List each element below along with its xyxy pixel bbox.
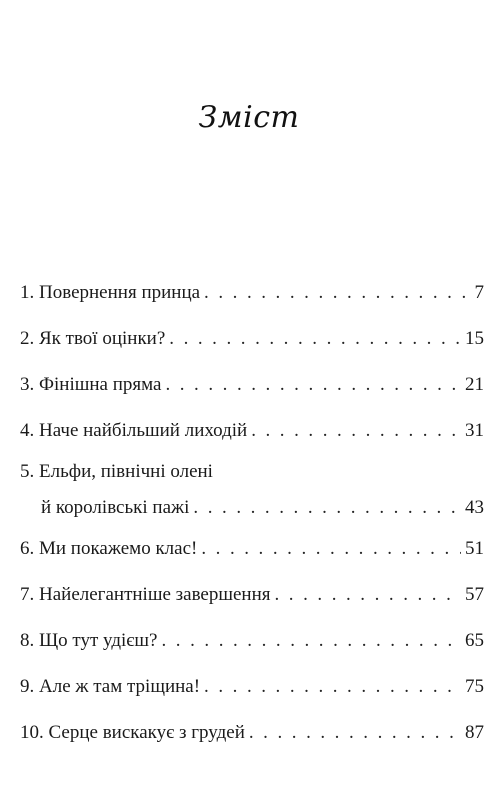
toc-entry-page: 51 xyxy=(465,538,484,559)
toc-entry-page: 43 xyxy=(465,497,484,518)
dot-leader xyxy=(275,572,462,618)
toc-entry-label: 8. Що тут удієш? xyxy=(20,630,158,651)
toc-entry-page: 21 xyxy=(465,374,484,395)
toc-entry xyxy=(20,316,484,362)
toc-entry-page: 15 xyxy=(465,328,484,349)
dot-leader xyxy=(201,526,461,572)
toc-entry-label: 10. Серце вискакує з грудей xyxy=(20,722,245,743)
dot-leader xyxy=(204,664,461,710)
dot-leader xyxy=(169,316,461,362)
toc-entry-label-line2: й королівські пажі xyxy=(41,497,190,518)
dot-leader xyxy=(165,362,461,408)
toc-entry xyxy=(20,618,484,664)
toc-entry xyxy=(20,362,484,408)
toc-entry-label: 3. Фінішна пряма xyxy=(20,374,162,395)
toc-entry-label: 9. Але ж там тріщина! xyxy=(20,676,201,697)
toc-entry xyxy=(20,408,484,454)
toc-entry-label: 4. Наче найбільший лиходій xyxy=(20,420,248,441)
toc-entry xyxy=(20,710,484,756)
toc-entry-label-line1: 5. Ельфи, північні олені xyxy=(20,461,213,482)
toc-entry-label: 2. Як твої оцінки? xyxy=(20,328,166,349)
dot-leader xyxy=(162,618,462,664)
toc-entry-page: 7 xyxy=(474,282,484,303)
toc-entry-page: 31 xyxy=(465,420,484,441)
dot-leader xyxy=(251,408,461,454)
toc-entry-page: 57 xyxy=(465,584,484,605)
page-title: Зміст xyxy=(198,100,300,135)
dot-leader xyxy=(193,490,461,526)
toc-entry-page: 65 xyxy=(465,630,484,651)
dot-leader xyxy=(204,270,470,316)
toc-entry-page: 87 xyxy=(465,722,484,743)
toc-entry xyxy=(20,270,484,316)
toc-entry-label: 6. Ми покажемо клас! xyxy=(20,538,198,559)
toc-entry xyxy=(20,526,484,572)
table-of-contents xyxy=(20,270,484,756)
toc-entry-page: 75 xyxy=(465,676,484,697)
toc-entry xyxy=(20,572,484,618)
toc-entry-label: 7. Найелегантніше завершення xyxy=(20,584,271,605)
toc-entry xyxy=(20,454,484,526)
dot-leader xyxy=(249,710,461,756)
toc-entry xyxy=(20,664,484,710)
toc-entry-label: 1. Повернення принца xyxy=(20,282,201,303)
